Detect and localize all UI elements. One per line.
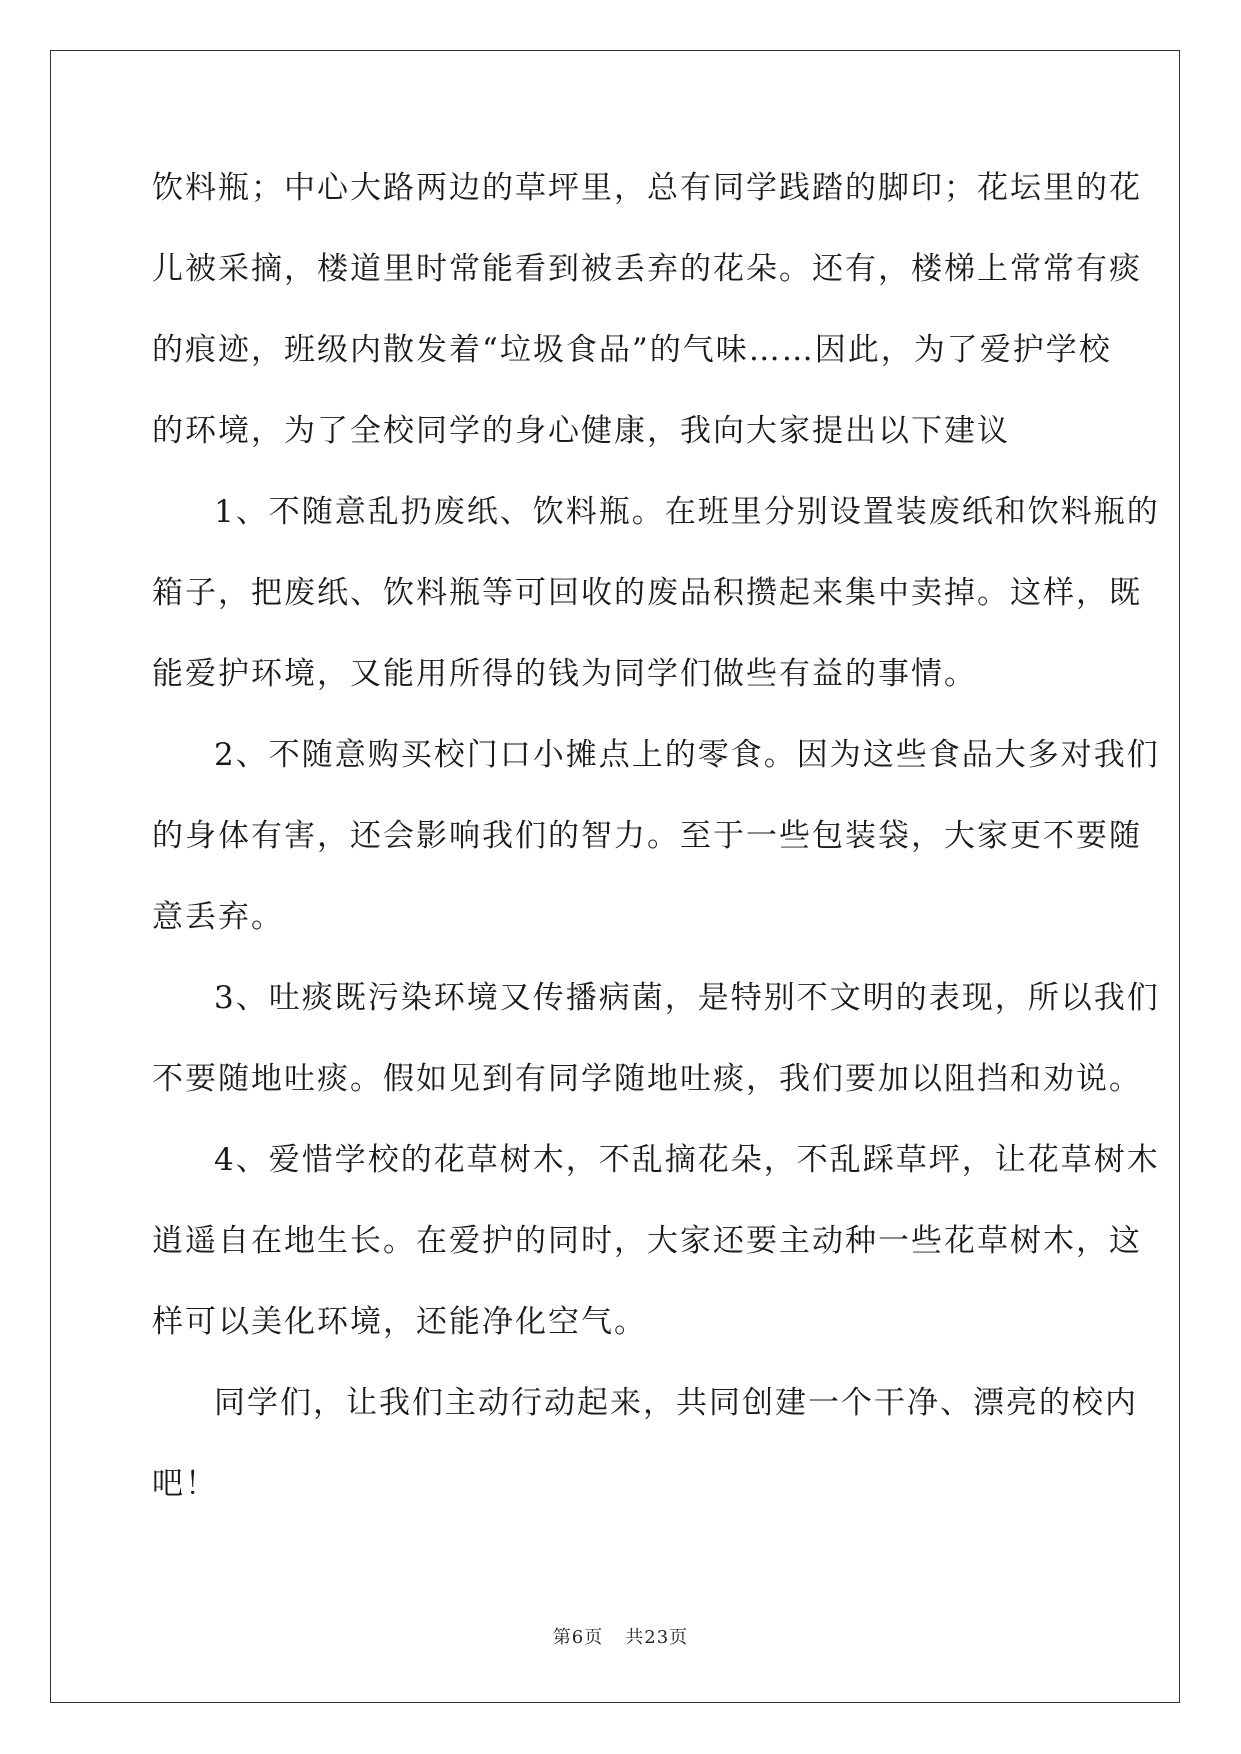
text-line: 的身体有害，还会影响我们的智力。至于一些包装袋，大家更不要随 (152, 818, 1142, 854)
page-number: 第6页 (552, 1627, 604, 1648)
text-line: 箱子，把废纸、饮料瓶等可回收的废品积攒起来集中卖掉。这样，既 (152, 575, 1142, 611)
text-line: 3、吐痰既污染环境又传播病菌，是特别不文明的表现，所以我们 (214, 980, 1160, 1016)
text-line: 的环境，为了全校同学的身心健康，我向大家提出以下建议 (152, 413, 1010, 449)
paragraph (152, 158, 1142, 482)
text-line: 不要随地吐痰。假如见到有同学随地吐痰，我们要加以阻挡和劝说。 (152, 1061, 1142, 1097)
paragraph (152, 482, 1160, 725)
text-line: 儿被采摘，楼道里时常能看到被丢弃的花朵。还有，楼梯上常常有痰 (152, 251, 1142, 287)
text-line: 能爱护环境，又能用所得的钱为同学们做些有益的事情。 (152, 656, 977, 692)
text-line: 样可以美化环境，还能净化空气。 (152, 1304, 647, 1340)
text-line: 同学们，让我们主动行动起来，共同创建一个干净、漂亮的校内 (214, 1385, 1138, 1421)
text-line: 1、不随意乱扔废纸、饮料瓶。在班里分别设置装废纸和饮料瓶的 (214, 494, 1160, 530)
text-line: 意丢弃。 (152, 899, 284, 935)
paragraph (152, 1130, 1160, 1373)
paragraph (152, 968, 1160, 1130)
page-footer (0, 1623, 1241, 1649)
text-line: 吧！ (152, 1466, 218, 1502)
text-line: 逍遥自在地生长。在爱护的同时，大家还要主动种一些花草树木，这 (152, 1223, 1142, 1259)
text-line: 4、爱惜学校的花草树木，不乱摘花朵，不乱踩草坪，让花草树木 (214, 1142, 1160, 1178)
paragraph (152, 725, 1160, 968)
text-line: 的痕迹，班级内散发着“垃圾食品”的气味……因此，为了爱护学校 (152, 332, 1112, 368)
paragraph (152, 1373, 1138, 1535)
text-line: 饮料瓶；中心大路两边的草坪里，总有同学践踏的脚印；花坛里的花 (152, 170, 1142, 206)
text-line: 2、不随意购买校门口小摊点上的零食。因为这些食品大多对我们 (214, 737, 1160, 773)
total-pages: 共23页 (625, 1627, 689, 1648)
document-body (152, 158, 1160, 1535)
